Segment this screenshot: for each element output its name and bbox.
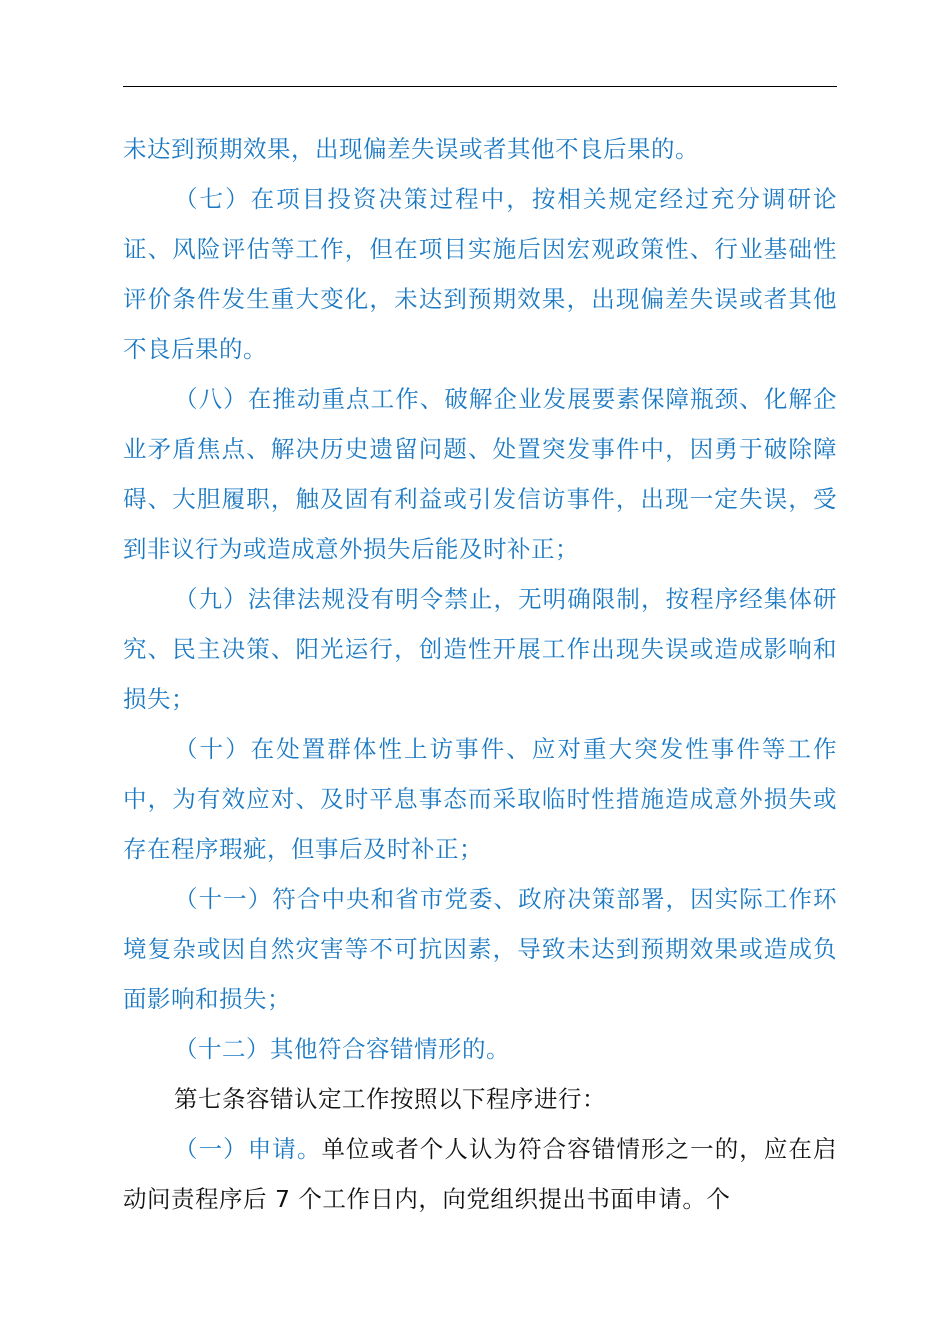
paragraph-continuation: 未达到预期效果，出现偏差失误或者其他不良后果的。: [123, 135, 699, 163]
paragraph-item-12: （十二）其他符合容错情形的。: [174, 1035, 510, 1063]
document-body: [123, 124, 837, 1224]
paragraph-item-9: （九）法律法规没有明令禁止，无明确限制，按程序经集体研究、民主决策、阳光运行，创造性开展工作出现失误或造成影响和损失；: [123, 585, 837, 713]
step-1-label: （一）申请。: [174, 1135, 322, 1163]
paragraph-item-11: （十一）符合中央和省市党委、政府决策部署，因实际工作环境复杂或因自然灾害等不可抗因素，导致未达到预期效果或造成负面影响和损失；: [123, 885, 837, 1013]
paragraph-item-7: （七）在项目投资决策过程中，按相关规定经过充分调研论证、风险评估等工作，但在项目实施后因宏观政策性、行业基础性评价条件发生重大变化，未达到预期效果，出现偏差失误或者其他不良后果的。: [123, 185, 837, 363]
article-7-heading: 第七条容错认定工作按照以下程序进行：: [174, 1085, 606, 1113]
header-rule: [123, 86, 837, 87]
paragraph-item-8: （八）在推动重点工作、破解企业发展要素保障瓶颈、化解企业矛盾焦点、解决历史遗留问题、处置突发事件中，因勇于破除障碍、大胆履职，触及固有利益或引发信访事件，出现一定失误，受到非议行为或造成意外损失后能及时补正；: [123, 385, 837, 563]
paragraph-step-1: [123, 1124, 837, 1224]
step-1-text: 单位或者个人认为符合容错情形之一的，应在启动问责程序后 7 个工作日内，向党组织提出书面申请。个: [123, 1135, 838, 1213]
paragraph-item-10: （十）在处置群体性上访事件、应对重大突发性事件等工作中，为有效应对、及时平息事态而采取临时性措施造成意外损失或存在程序瑕疵，但事后及时补正；: [123, 735, 837, 863]
